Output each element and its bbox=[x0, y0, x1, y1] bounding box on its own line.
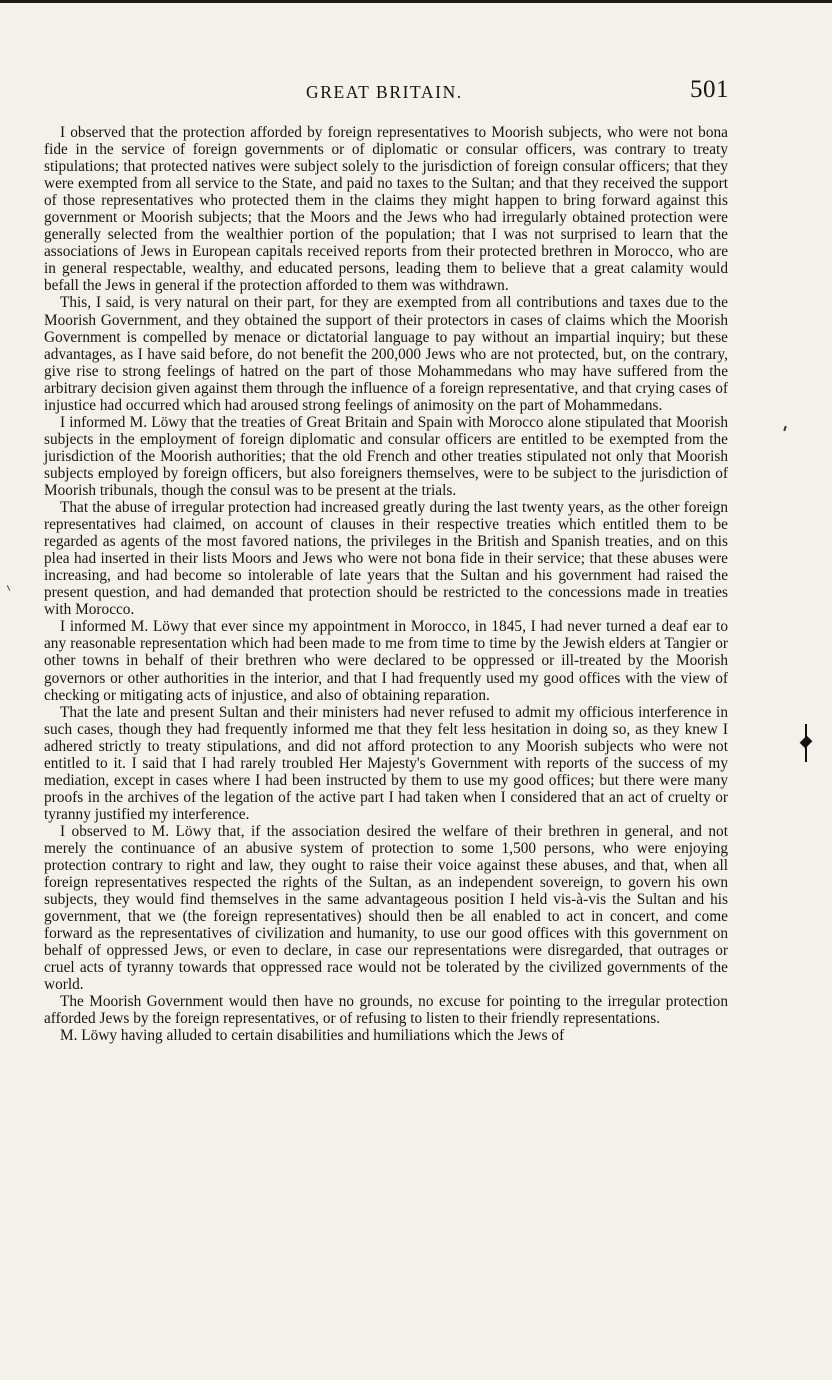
paragraph: M. Löwy having alluded to certain disabilities and humiliations which the Jews of bbox=[60, 1027, 565, 1045]
margin-marker-diamond bbox=[800, 736, 813, 749]
margin-tick-mark bbox=[783, 426, 787, 431]
paragraph: The Moorish Government would then have no grounds, no excuse for pointing to the irregular protection afforded Jews by the foreign representatives, or of refusing to listen to their friendly representations. bbox=[44, 993, 728, 1028]
paragraph: I observed that the protection afforded by foreign representatives to Moorish subjects, who were not bona fide in the service of foreign governments or of diplomatic or consular officers, was contrary to treaty stipulations; that protected natives were subject solely to the jurisdiction of foreign consular officers; that they were exempted from all service to the State, and paid no taxes to the Sultan; and that they received the support of those representatives who protected them in the claims they might happen to bring forward against this government or Moorish subjects; that the Moors and the Jews who had irregularly obtained protection were generally selected from the wealthier portion of the population; that I was not surprised to learn that the associations of Jews in European capitals received reports from their protected brethren in Morocco, who are in general respectable, wealthy, and educated persons, leading them to believe that a great calamity would befall the Jews in general if the protection afforded to them was withdrawn. bbox=[44, 124, 728, 295]
paragraph: I informed M. Löwy that the treaties of Great Britain and Spain with Morocco alone stipulated that Moorish subjects in the employment of foreign diplomatic and consular officers are entitled to be exempted from the jurisdiction of the Moorish authorities; that the old French and other treaties stipulated not only that Moorish subjects employed by foreign officers, but also foreigners themselves, were to be subject to the jurisdiction of Moorish tribunals, though the consul was to be present at the trials. bbox=[44, 413, 728, 499]
paragraph: This, I said, is very natural on their part, for they are exempted from all contributions and taxes due to the Moorish Government, and they obtained the support of their protectors in cases of claims which the Moorish Government is compelled by menace or dictatorial language to pay without an impartial inquiry; but these advantages, as I have said before, do not benefit the 200,000 Jews who are not protected, but, on the contrary, give rise to strong feelings of hatred on the part of those Mohammedans who may have suffered from the arbitrary decision given against them through the influence of a foreign representative, and that crying cases of injustice had occurred which had aroused strong feelings of animosity on the part of Mohammedans. bbox=[44, 294, 728, 414]
paragraph: I observed to M. Löwy that, if the association desired the welfare of their brethren in general, and not merely the continuance of an abusive system of protection to some 1,500 persons, who were enjoying protection contrary to right and law, they ought to raise their voice against these abuses, and that, when all foreign representatives respected the rights of the Sultan, as an independent sovereign, to govern his own subjects, they would find themselves in the same advantageous position I held vis-à-vis the Sultan and his government, that we (the foreign representatives) should then be all enabled to act in concert, and come forward as the representatives of civilization and humanity, to use our good offices with this government on behalf of oppressed Jews, or even to declare, in case our representations were disregarded, that outrages or cruel acts of tyranny towards that oppressed race would not be tolerated by the civilized governments of the world. bbox=[44, 822, 728, 994]
top-rule bbox=[0, 0, 832, 3]
paragraph: I informed M. Löwy that ever since my appointment in Morocco, in 1845, I had never turned a deaf ear to any reasonable representation which had been made to me from time to time by the Jewish elders at Tangier or other towns in behalf of their brethren who were declared to be oppressed or ill-treated by the Moorish governors or other authorities in the interior, and that I had frequently used my good offices with the view of checking or mitigating acts of injustice, and also of obtaining reparation. bbox=[44, 618, 728, 704]
running-head bbox=[0, 76, 832, 112]
paragraph: That the abuse of irregular protection had increased greatly during the last twenty years, as the other foreign representatives had claimed, on account of clauses in their respective treaties which entitled them to be regarded as agents of the most favored nations, the privileges in the British and Spanish treaties, and on this plea had inserted in their lists Moors and Jews who were not bona fide in their service; that these abuses were increasing, and had become so intolerable of late years that the Sultan and his government had raised the present question, and had demanded that protection should be restricted to the concessions made in treaties with Morocco. bbox=[44, 499, 728, 619]
paragraph: That the late and present Sultan and their ministers had never refused to admit my officious interference in such cases, though they had frequently informed me that they felt less hesitation in doing so, as they knew I adhered strictly to treaty stipulations, and did not afford protection to any Moorish subjects who were not entitled to it. I said that I had rarely troubled Her Majesty's Government with reports of the success of my mediation, except in cases where I had been instructed by them to use my good offices; but there were many proofs in the archives of the legation of the active part I had taken when I considered that an act of cruelty or tyranny justified my interference. bbox=[44, 703, 728, 823]
page-number: 501 bbox=[690, 76, 729, 103]
margin-marker-icon bbox=[804, 724, 808, 762]
left-margin-mark bbox=[7, 585, 10, 591]
body-text bbox=[44, 124, 728, 1045]
page-title: GREAT BRITAIN. bbox=[306, 82, 463, 102]
